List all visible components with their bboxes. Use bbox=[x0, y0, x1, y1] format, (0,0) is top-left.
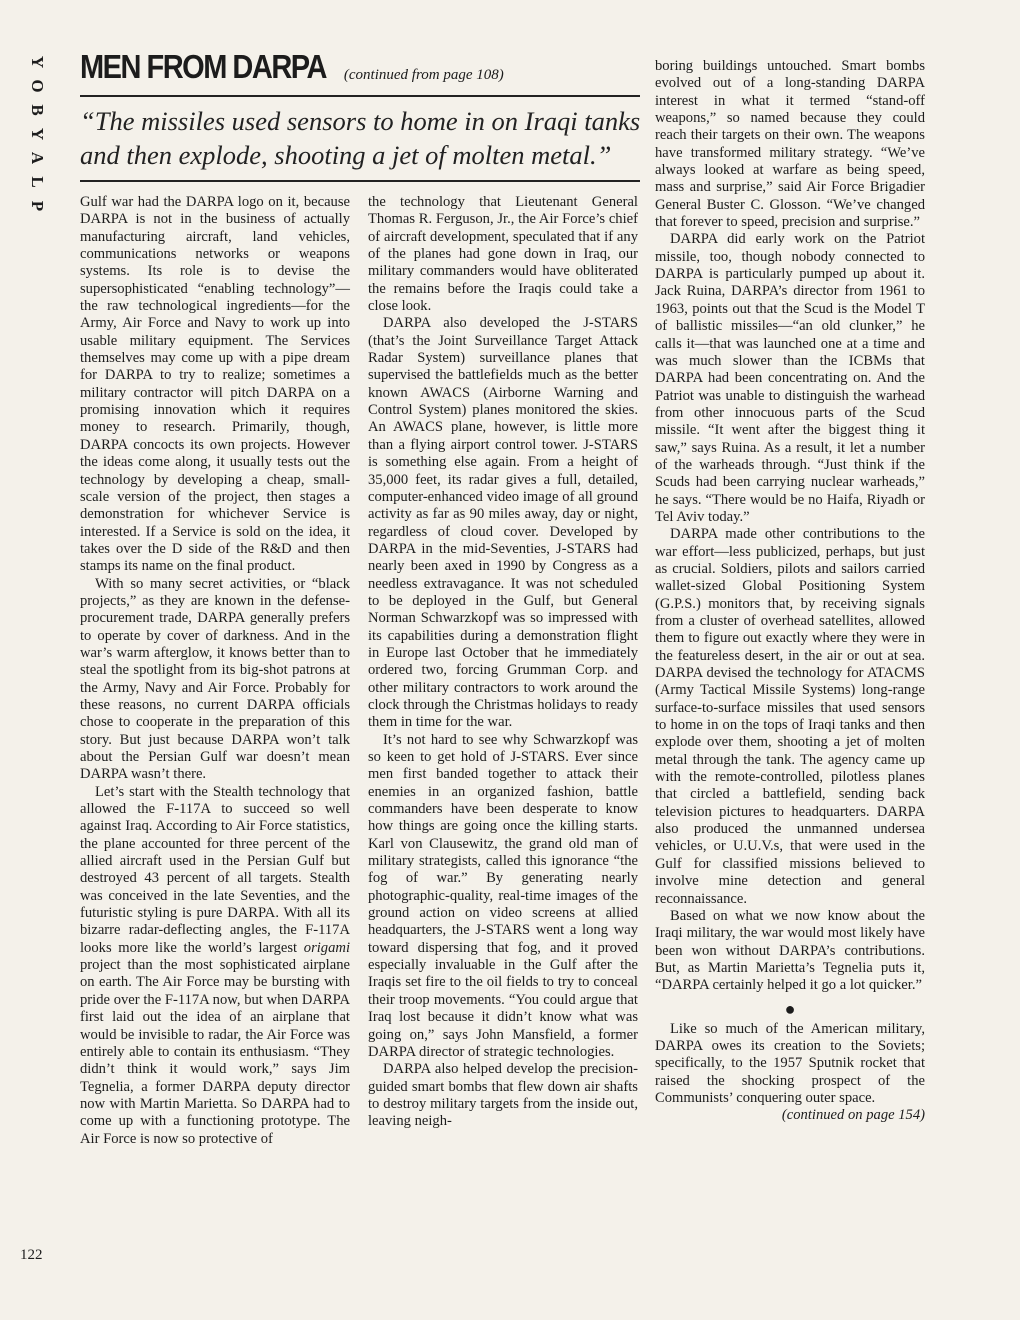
paragraph: boring buildings untouched. Smart bombs evolved out of a long-standing DARPA interest in what it termed “stand-off weapons,” so named because they could reach their targets on their own. The weapons have transformed military strategy. “We’ve always looked at warfare as being speed, mass and surprise,” said Air Force Brigadier General Buster C. Glosson. “We’ve changed that forever to speed, precision and surprise.” bbox=[655, 58, 925, 231]
continued-on-note: (continued on page 154) bbox=[781, 1107, 925, 1124]
spine-letter: L bbox=[28, 176, 47, 188]
pull-quote: “The missiles used sensors to home in on Iraqi tanks and then explode, shooting a jet of molten metal.” bbox=[80, 106, 641, 170]
paragraph: Like so much of the American military, DARPA owes its creation to the Soviets; specifically, to the 1957 Sputnik rocket that raised the shocking prospect of the Communists’ conquering outer space. bbox=[655, 1020, 925, 1106]
section-separator: ● bbox=[784, 998, 796, 1019]
paragraph: DARPA also helped develop the precision-guided smart bombs that flew down air shafts to destroy military targets from the inside out, leaving neigh- bbox=[368, 1061, 638, 1130]
paragraph: Based on what we now know about the Iraqi military, the war would most likely have been won without DARPA’s contributions. But, as Martin Marietta’s Tegnelia puts it, “DARPA certainly helped it go a lot quicker.” bbox=[655, 907, 925, 994]
spine-letter: Y bbox=[28, 127, 47, 141]
continued-from-note: (continued from page 108) bbox=[343, 67, 504, 83]
spine-letter: P bbox=[28, 200, 47, 212]
paragraph: DARPA also developed the J-STARS (that’s the Joint Surveillance Target Attack Radar System) surveillance planes that supervised the battlefields much as the better known AWACS (Airborne Warning and Control System) planes monitored the skies. An AWACS plane, however, is little more than a flying airport control tower. J-STARS is something else again. From a height of 35,000 feet, its radar gives a full, detailed, computer-enhanced video image of all ground activity as far as 90 miles away, day or night, regardless of cloud cover. Developed by DARPA in the mid-Seventies, J-STARS had nearly been axed in 1990 by Congress as a needless extravagance. It was not scheduled to be deployed in the Gulf, but General Norman Schwarzkopf was so impressed with its capabilities during a demonstration flight in Europe last October that he immediately ordered two, forcing Grumman Corp. and other military contractors to work around the clock through the Christmas holidays to ready them in time for the war. bbox=[368, 315, 638, 731]
text-run: project than the most sophisticated airplane on earth. The Air Force may be bursting with pride over the F-117A now, but when DARPA first laid out the idea of an airplane that would be invisible to radar, the Air Force was entirely able to contain its enthusiasm. “They didn’t think it would work,” says Jim Tegnelia, a former DARPA deputy director now with Martin Marietta. So DARPA had to come up with a functioning prototype. The Air Force is now so protective of bbox=[80, 957, 350, 1147]
article-title: MEN FROM DARPA bbox=[80, 49, 326, 86]
paragraph: It’s not hard to see why Schwarzkopf was so keen to get hold of J-STARS. Ever since men first banded together to attack their enemies in an organized fashion, battle commanders have been desperate to know how things are going once the killing starts. Karl von Clausewitz, the grand old man of military strategists, called this ignorance “the fog of war.” By generating nearly photographic-quality, real-time images of the ground action on video screens at allied headquarters, the J-STARS went a long way toward dispersing that fog, and it proved especially invaluable in the Gulf after the Iraqis set fire to the oil fields to try to conceal their troop movements. “You could argue that Iraq lost because it didn’t know what was going on,” says John Mansfield, a former DARPA director of strategic technologies. bbox=[368, 731, 638, 1060]
spine-letter: O bbox=[28, 79, 47, 93]
paragraph bbox=[80, 784, 350, 1148]
paragraph: Gulf war had the DARPA logo on it, because DARPA is not in the business of actually manufacturing aircraft, land vehicles, communications networks or weapons systems. Its role is to devise the supersophisticated “enabling technology”—the raw technological ingredients—for the Army, Air Force and Navy to work up into usable military equipment. The Services themselves may come up with a pipe dream for DARPA to try to realize; sometimes a military contractor will pitch DARPA on a promising innovation which it requires money to research. Primarily, though, DARPA concocts its own projects. However the ideas come along, it usually tests out the technology by developing a cheap, small-scale version of the project, then stages a demonstration for whichever Service is interested. If a Service is sold on the idea, it takes over the D side of the R&D and then stamps its name on the final product. bbox=[80, 194, 350, 575]
paragraph: DARPA did early work on the Patriot missile, too, though nobody connected to DARPA is particularly pumped up about it. Jack Ruina, DARPA’s director from 1961 to 1963, points out that the Scud is the Model T of ballistic missiles—“an old clunker,” he calls it—that was launched one at a time and was much slower than the ICBMs that DARPA had been concentrating on. And the Patriot was unable to distinguish the warhead from other innocuous parts of the Scud missile. “It went after the biggest thing it saw,” says Ruina. As a result, it let a number of the warheads through. “Just think if the Scuds had been carrying nuclear warheads,” he says. “There would be no Haifa, Riyadh or Tel Aviv today.” bbox=[655, 231, 925, 525]
spine-letter: B bbox=[28, 104, 47, 116]
emphasis: origami bbox=[303, 939, 350, 956]
column-1 bbox=[80, 194, 350, 1148]
column-2 bbox=[368, 194, 638, 1131]
column-3 bbox=[655, 58, 925, 1125]
paragraph: DARPA made other contributions to the war effort—less publicized, perhaps, but just as crucial. Soldiers, pilots and sailors carried wallet-sized Global Positioning System (G.P.S.) monitors that, by receiving signals from a cluster of overhead satellites, allowed them to figure out exactly where they were in the featureless desert, in the air or out at sea. DARPA devised the technology for ATACMS (Army Tactical Missile Systems) long-range surface-to-surface missiles that used sensors to home in on the tops of Iraqi tanks and then explode over them, shooting a jet of molten metal through the tank. The agency came up with the remote-controlled, pilotless planes that circled a battlefield, sending back television pictures to headquarters. DARPA also produced the unmanned undersea vehicles, or U.U.V.s, that were used in the Gulf for classified missions believed to involve mine detection and general reconnaissance. bbox=[655, 526, 925, 907]
article-header bbox=[80, 49, 640, 97]
spine-letter: A bbox=[28, 151, 47, 165]
spine-letter: Y bbox=[28, 55, 47, 69]
paragraph: the technology that Lieutenant General Thomas R. Ferguson, Jr., the Air Force’s chief of aircraft development, speculated that if any of the planes had gone down in Iraq, our military commanders would have obliterated the remains before the Iraqis could take a close look. bbox=[368, 194, 638, 315]
magazine-spine-label bbox=[22, 50, 52, 218]
text-run: Let’s start with the Stealth technology that allowed the F-117A to succeed so well against Iraq. According to Air Force statistics, the plane accounted for three percent of the allied aircraft used in the Persian Gulf but destroyed 43 percent of all targets. Stealth was conceived in the late Seventies, and the futuristic styling is pure DARPA. With all its bizarre radar-deflecting angles, the F-117A looks more like the world’s largest bbox=[80, 783, 350, 956]
paragraph: With so many secret activities, or “black projects,” as they are known in the defense-procurement trade, DARPA generally prefers to operate by cover of darkness. And in the war’s warm afterglow, it knows better than to steal the spotlight from its big-shot patrons at the Army, Navy and Air Force. Probably for these reasons, no current DARPA officials chose to cooperate in the preparation of this story. But just because DARPA won’t talk about the Persian Gulf war doesn’t mean DARPA wasn’t there. bbox=[80, 575, 350, 783]
pull-quote-divider bbox=[80, 180, 640, 182]
page-number: 122 bbox=[20, 1247, 43, 1263]
